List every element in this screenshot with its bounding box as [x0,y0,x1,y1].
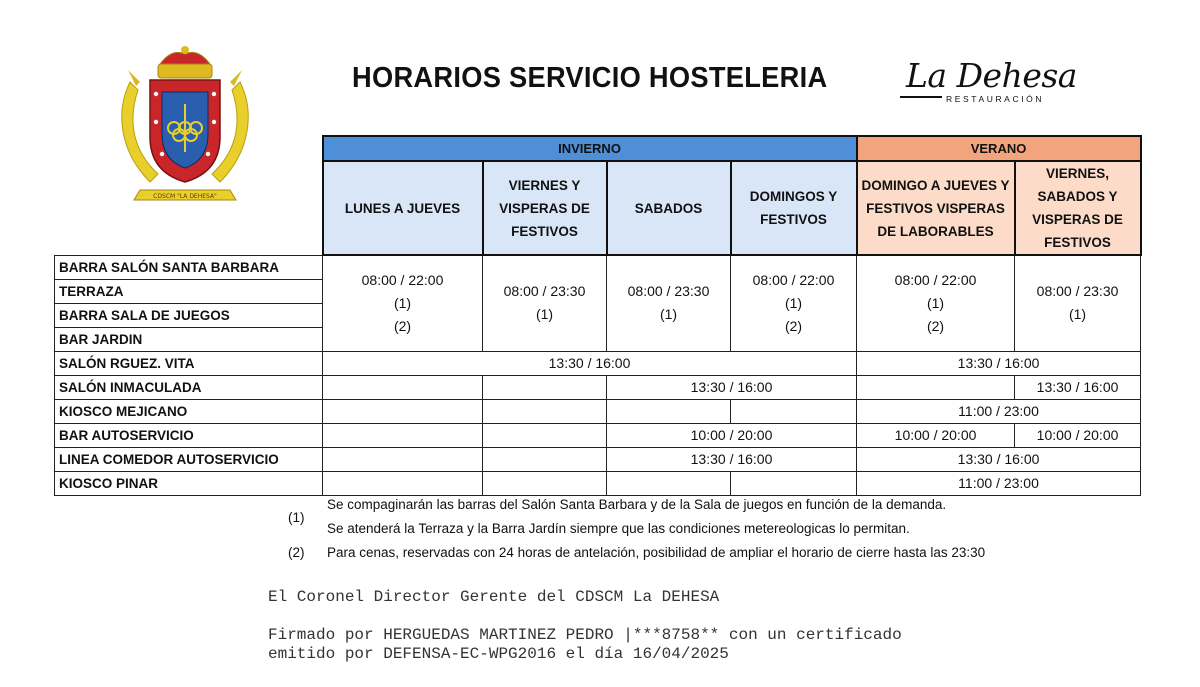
brand-logo [898,56,1078,108]
empty-cell [323,423,483,447]
time-value: 08:00 / 23:30 [1036,283,1119,300]
note-ref: (1) [926,294,945,311]
empty-cell [483,423,607,447]
empty-cell [731,471,857,495]
brand-underline [900,96,942,98]
time-value: 08:00 / 22:00 [361,271,444,288]
time-value: 08:00 / 23:30 [503,283,586,300]
cell-bars-verano-2 [1015,255,1141,351]
cell-comedor-verano: 13:30 / 16:00 [857,447,1141,471]
cell-bars-viernes [483,255,607,351]
cell-bars-lunes-jueves [323,255,483,351]
note-ref: (2) [784,317,803,334]
col-viernes-sabados-verano: VIERNES, SABADOS Y VISPERAS DE FESTIVOS [1015,161,1141,255]
time-value: 08:00 / 22:00 [752,271,835,288]
cell-autoservicio-verano-2: 10:00 / 20:00 [1015,423,1141,447]
venue-kiosco-pinar: KIOSCO PINAR [55,471,323,495]
footnote-mark-1: (1) [288,510,305,525]
col-viernes-visperas: VIERNES Y VISPERAS DE FESTIVOS [483,161,607,255]
signature-block [268,588,902,664]
empty-cell [607,399,731,423]
cell-mejicano-verano: 11:00 / 23:00 [857,399,1141,423]
header-winter: INVIERNO [323,136,857,161]
empty-cell [323,375,483,399]
cell-vita-verano: 13:30 / 16:00 [857,351,1141,375]
page-title: HORARIOS SERVICIO HOSTELERIA [352,62,828,94]
brand-name: La Dehesa [906,56,1077,95]
venue-bar-jardin: BAR JARDIN [55,327,323,351]
empty-cell [483,399,607,423]
footnote-1a: Se compaginarán las barras del Salón Santa Barbara y de la Sala de juegos en función de la demanda. [327,497,947,512]
col-domingos-festivos: DOMINGOS Y FESTIVOS [731,161,857,255]
time-value: 08:00 / 23:30 [627,283,710,300]
footnote-1b: Se atenderá la Terraza y la Barra Jardín siempre que las condiciones metereologicas lo permitan. [327,521,910,536]
footnote-mark-2: (2) [288,545,305,560]
cell-inmaculada-verano-2: 13:30 / 16:00 [1015,375,1141,399]
venue-salon-inmaculada: SALÓN INMACULADA [55,375,323,399]
time-value: 08:00 / 22:00 [894,271,977,288]
empty-cell [731,399,857,423]
venue-bar-autoservicio: BAR AUTOSERVICIO [55,423,323,447]
empty-cell [323,447,483,471]
venue-barra-sala-juegos: BARRA SALA DE JUEGOS [55,303,323,327]
cell-inmaculada-invierno: 13:30 / 16:00 [607,375,857,399]
cell-vita-invierno: 13:30 / 16:00 [323,351,857,375]
empty-cell [857,375,1015,399]
schedule-table [54,135,1142,496]
empty-cell [483,471,607,495]
note-ref: (1) [393,294,412,311]
note-ref: (1) [535,306,554,323]
cell-bars-sabados [607,255,731,351]
cell-comedor-invierno: 13:30 / 16:00 [607,447,857,471]
cell-bars-domingos [731,255,857,351]
empty-cell [323,471,483,495]
empty-cell [483,375,607,399]
note-ref: (1) [784,294,803,311]
venue-salon-rguez-vita: SALÓN RGUEZ. VITA [55,351,323,375]
note-ref: (1) [1068,306,1087,323]
cell-pinar-verano: 11:00 / 23:00 [857,471,1141,495]
signature-line-2: emitido por DEFENSA-EC-WPG2016 el día 16/04/2025 [268,645,729,663]
svg-text:CDSCM "LA DEHESA": CDSCM "LA DEHESA" [153,193,217,200]
col-domingo-jueves-verano: DOMINGO A JUEVES Y FESTIVOS VISPERAS DE LABORABLES [857,161,1015,255]
cell-autoservicio-invierno: 10:00 / 20:00 [607,423,857,447]
empty-cell [323,399,483,423]
cell-autoservicio-verano-1: 10:00 / 20:00 [857,423,1015,447]
venue-terraza: TERRAZA [55,279,323,303]
cell-bars-verano-1 [857,255,1015,351]
note-ref: (2) [926,317,945,334]
footnote-2: Para cenas, reservadas con 24 horas de antelación, posibilidad de ampliar el horario de cierre hasta las 23:30 [327,545,986,560]
signer-title: El Coronel Director Gerente del CDSCM La DEHESA [268,588,720,606]
col-lunes-jueves: LUNES A JUEVES [323,161,483,255]
venue-linea-comedor: LINEA COMEDOR AUTOSERVICIO [55,447,323,471]
note-ref: (1) [659,306,678,323]
venue-barra-santa-barbara: BARRA SALÓN SANTA BARBARA [55,255,323,279]
empty-cell [483,447,607,471]
empty-cell [607,471,731,495]
col-sabados: SABADOS [607,161,731,255]
brand-subtitle: RESTAURACIÓN [946,94,1045,104]
signature-line-1: Firmado por HERGUEDAS MARTINEZ PEDRO |***8758** con un certificado [268,626,902,644]
venue-kiosco-mejicano: KIOSCO MEJICANO [55,399,323,423]
header-summer: VERANO [857,136,1141,161]
note-ref: (2) [393,317,412,334]
